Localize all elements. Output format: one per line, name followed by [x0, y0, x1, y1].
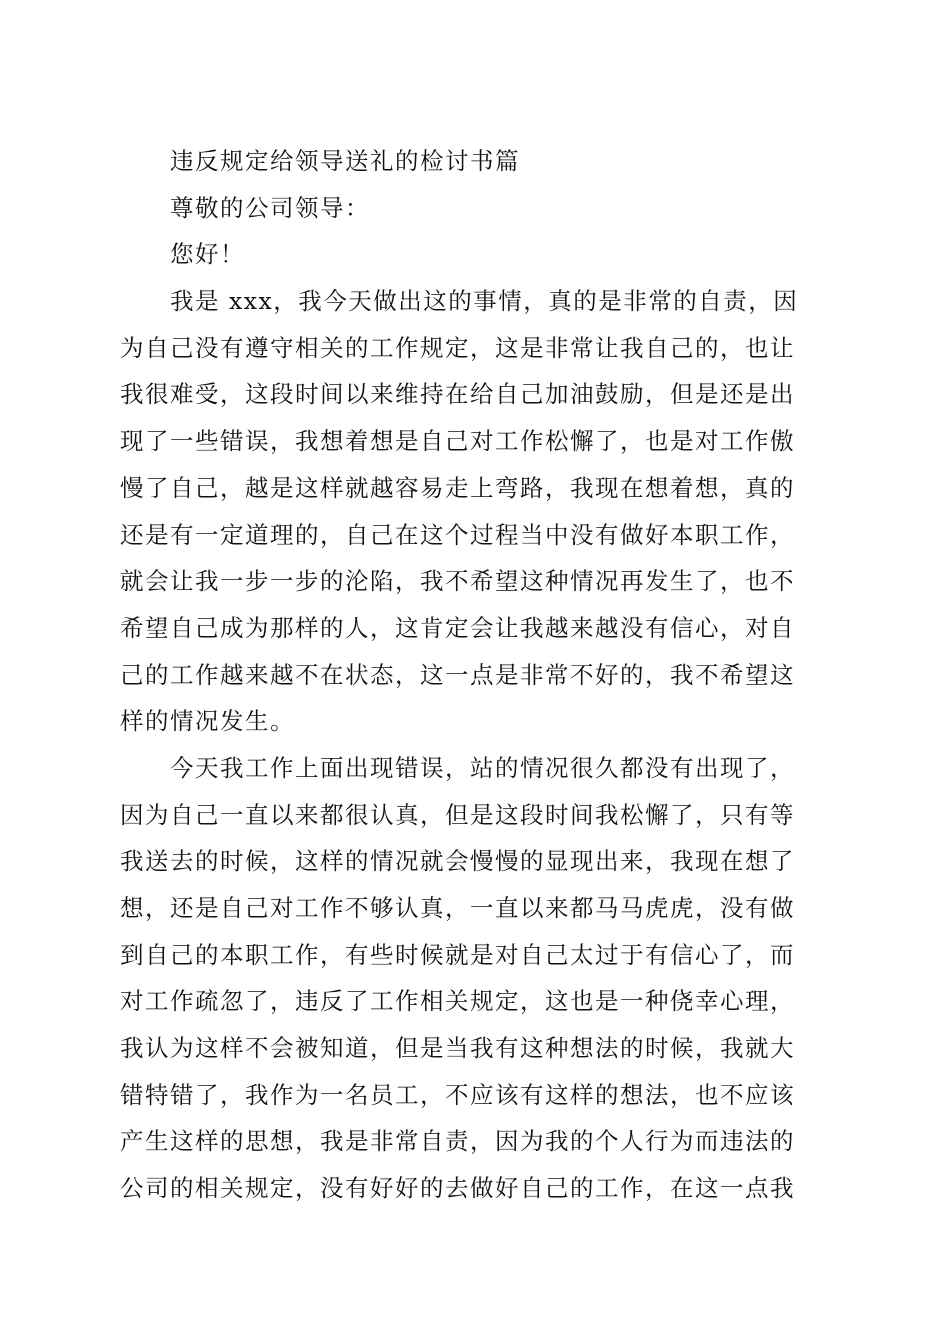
paragraph-2 — [120, 745, 824, 1212]
paragraph-line: 样的情况发生。 — [120, 707, 295, 736]
paragraph-line: 现了一些错误，我想着想是自己对工作松懈了，也是对工作傲 — [120, 427, 795, 456]
paragraph-line: 产生这样的思想，我是非常自责，因为我的个人行为而违法的 — [120, 1127, 795, 1156]
paragraph-line: 希望自己成为那样的人，这肯定会让我越来越没有信心，对自 — [120, 613, 795, 642]
document-title: 违反规定给领导送礼的检讨书篇 — [170, 147, 520, 175]
salutation: 尊敬的公司领导： — [170, 193, 370, 222]
paragraph-line: 我送去的时候，这样的情况就会慢慢的显现出来，我现在想了 — [120, 847, 795, 876]
paragraph-1 — [120, 278, 824, 745]
paragraph-line: 还是有一定道理的，自己在这个过程当中没有做好本职工作， — [120, 520, 795, 549]
paragraph-line: 对工作疏忽了，违反了工作相关规定，这也是一种侥幸心理， — [120, 987, 795, 1016]
paragraph-line: 就会让我一步一步的沦陷，我不希望这种情况再发生了，也不 — [120, 567, 795, 596]
paragraph-line: 我认为这样不会被知道，但是当我有这种想法的时候，我就大 — [120, 1034, 795, 1063]
paragraph-line: 为自己没有遵守相关的工作规定，这是非常让我自己的，也让 — [120, 333, 795, 362]
paragraph-line: 公司的相关规定，没有好好的去做好自己的工作，在这一点我 — [120, 1174, 795, 1203]
greeting: 您好！ — [170, 240, 245, 269]
paragraph-line: 我很难受，这段时间以来维持在给自己加油鼓励，但是还是出 — [120, 380, 795, 409]
paragraph-line: 错特错了，我作为一名员工，不应该有这样的想法，也不应该 — [120, 1080, 795, 1109]
paragraph-line: 因为自己一直以来都很认真，但是这段时间我松懈了，只有等 — [120, 800, 795, 829]
paragraph-line: 我是 xxx，我今天做出这的事情，真的是非常的自责，因 — [170, 287, 799, 316]
paragraph-line: 慢了自己，越是这样就越容易走上弯路，我现在想着想，真的 — [120, 473, 795, 502]
paragraph-line: 己的工作越来越不在状态，这一点是非常不好的，我不希望这 — [120, 660, 795, 689]
paragraph-line: 到自己的本职工作，有些时候就是对自己太过于有信心了，而 — [120, 940, 795, 969]
paragraph-line: 今天我工作上面出现错误，站的情况很久都没有出现了， — [170, 753, 795, 782]
document-body — [120, 138, 824, 1212]
paragraph-line: 想，还是自己对工作不够认真，一直以来都马马虎虎，没有做 — [120, 894, 795, 922]
